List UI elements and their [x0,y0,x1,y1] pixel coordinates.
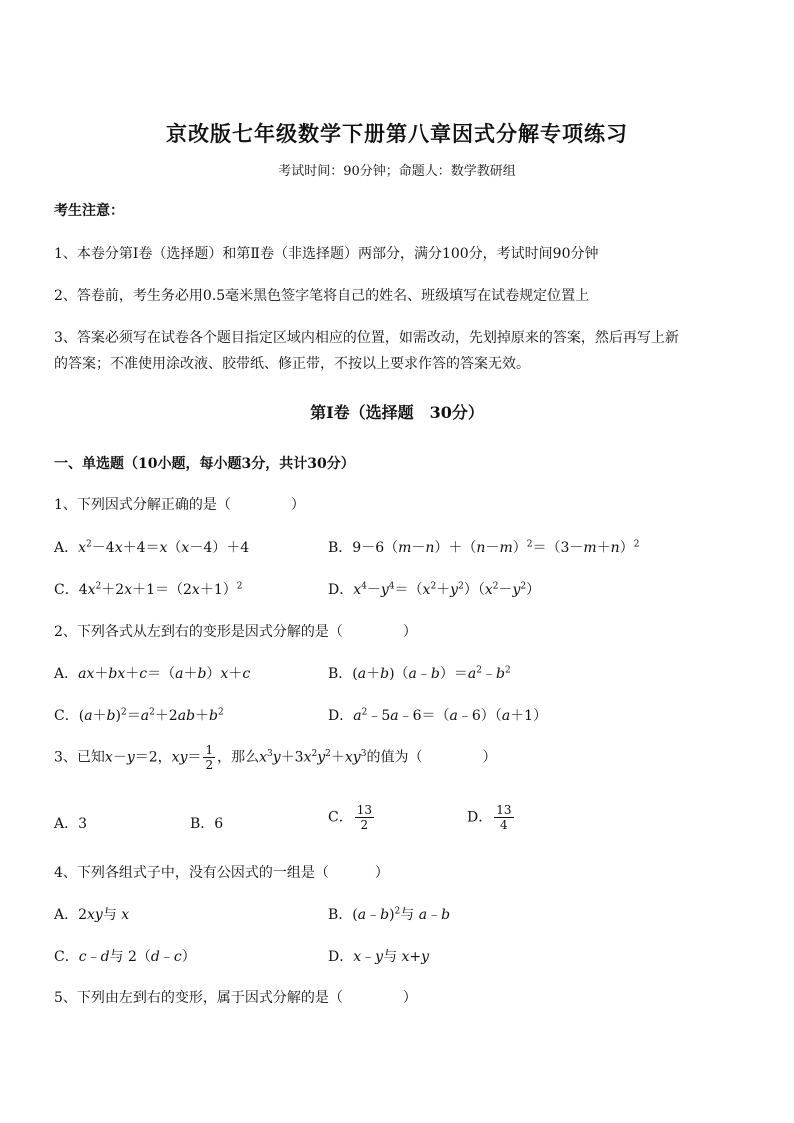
notice-heading: 考生注意： [54,203,124,219]
question-4-option-a: A．2xy与 x [54,907,130,923]
question-3-stem: 3、已知x－y＝2，xy＝ $\frac{1}{2}$ ，那么$x^3y+3x^2y^2+xy^3$的值为（ ） [54,743,497,772]
question-2-option-a: A．ax＋bx＋c＝（a＋b）x＋c [54,666,251,682]
question-5-stem: 5、下列由左到右的变形，属于因式分解的是（ ） [54,990,417,1006]
exam-meta: 考试时间：90分钟；命题人：数学教研组 [278,164,516,179]
question-1-option-c: C．$4x^2+2x+1=(2x+1)^2$ [54,581,243,598]
question-1-option-d: D．$x^4-y^4=(x^2+y^2)(x^2-y^2)$ [328,581,541,598]
part-heading: 一、单选题（10小题，每小题3分，共计30分） [54,456,355,472]
question-2-stem: 2、下列各式从左到右的变形是因式分解的是（ ） [54,624,417,640]
page-title: 京改版七年级数学下册第八章因式分解专项练习 [166,121,628,146]
question-3-option-d: D． $\frac{13}{4}$ [467,803,512,832]
question-3-option-b: B．6 [190,816,224,832]
question-1-option-b: B．$9-6(m-n)+(n-m)^2=(3-m+n)^2$ [328,539,640,556]
notice-item-3-cont: 的答案；不准使用涂改液、胶带纸、修正带，不按以上要求作答的答案无效。 [54,356,530,372]
question-2-option-b: B．$(a+b)(a﹣b)=a^2﹣b^2$ [328,665,511,682]
question-4-stem: 4、下列各组式子中，没有公因式的一组是（ ） [54,865,389,881]
question-4-option-d: D．x﹣y与 x+y [328,949,430,965]
question-3-option-a: A．3 [54,816,88,832]
question-3-option-c: C． $\frac{13}{2}$ [328,803,372,832]
question-1-stem: 1、下列因式分解正确的是（ ） [54,497,305,513]
question-4-option-c: C．c﹣d与 2（d﹣c） [54,949,196,965]
notice-item-3: 3、答案必须写在试卷各个题目指定区域内相应的位置，如需改动，先划掉原来的答案，然后再写上新 [54,330,679,346]
question-2-option-c: C．$(a+b)^2=a^2+2ab+b^2$ [54,707,224,724]
question-2-option-d: D．$a^2﹣5a﹣6=(a﹣6)(a+1)$ [328,707,548,724]
notice-item-2: 2、答卷前，考生务必用0.5毫米黑色签字笔将自己的姓名、班级填写在试卷规定位置上 [54,288,590,304]
fraction-one-half: $\frac{1}{2}$ [205,743,214,772]
notice-item-1: 1、本卷分第Ⅰ卷（选择题）和第Ⅱ卷（非选择题）两部分，满分100分，考试时间90分钟 [54,246,599,262]
question-4-option-b: B．(a﹣b)$^2$与 a﹣b [328,906,451,923]
question-1-option-a: A．$x^2-4x+4=x(x-4)+4$ [54,539,250,556]
section-title: 第Ⅰ卷（选择题 30分） [310,403,484,422]
